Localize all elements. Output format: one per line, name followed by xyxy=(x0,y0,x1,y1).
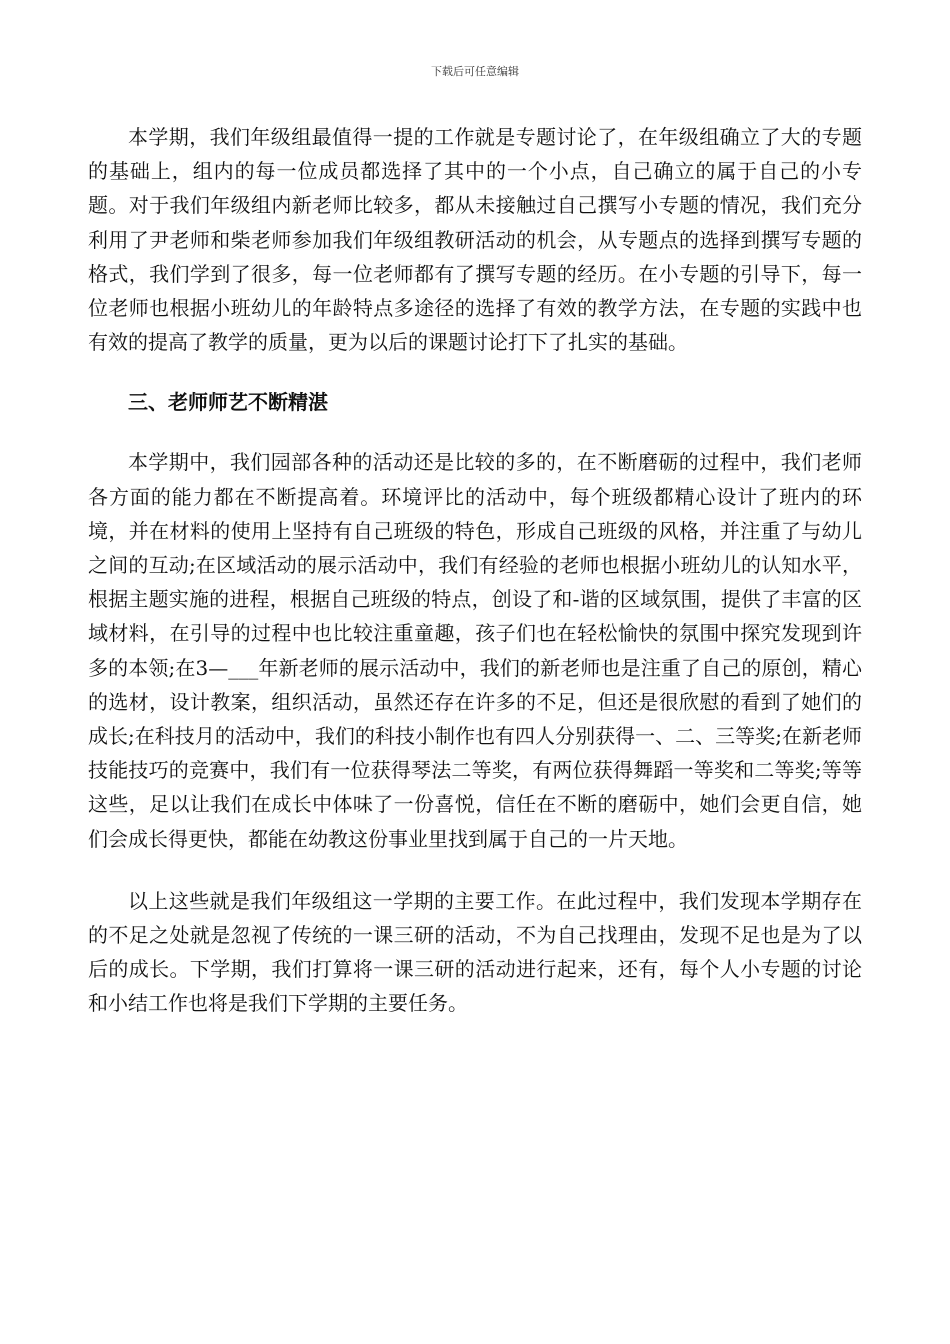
header-text: 下载后可任意编辑 xyxy=(431,65,519,78)
paragraph-special-topics: 本学期，我们年级组最值得一提的工作就是专题讨论了，在年级组确立了大的专题的基础上，组内的每一位成员都选择了其中的一个小点，自己确立的属于自己的小专题。对于我们年级组内新老师比较多，都从未接触过自己撰写小专题的情况，我们充分利用了尹老师和柴老师参加我们年级组教研活动的机会，从专题点的选择到撰写专题的格式，我们学到了很多，每一位老师都有了撰写专题的经历。在小专题的引导下，每一位老师也根据小班幼儿的年龄特点多途径的选择了有效的教学方法，在专题的实践中也有效的提高了教学的质量，更为以后的课题讨论打下了扎实的基础。 xyxy=(88,125,862,355)
paragraph-activities: 本学期中，我们园部各种的活动还是比较的多的，在不断磨砺的过程中，我们老师各方面的能力都在不断提高着。环境评比的活动中，每个班级都精心设计了班内的环境，并在材料的使用上坚持有自己班级的特色，形成自己班级的风格，并注重了与幼儿之间的互动;在区域活动的展示活动中，我们有经验的老师也根据小班幼儿的认知水平，根据主题实施的进程，根据自己班级的特点，创设了和-谐的区域氛围，提供了丰富的区域材料，在引导的过程中也比较注重童趣，孩子们也在轻松愉快的氛围中探究发现到许多的本领;在3—___年新老师的展示活动中，我们的新老师也是注重了自己的原创，精心的选材，设计教案，组织活动，虽然还存在许多的不足，但还是很欣慰的看到了她们的成长;在科技月的活动中，我们的科技小制作也有四人分别获得一、二、三等奖;在新老师技能技巧的竞赛中，我们有一位获得琴法二等奖，有两位获得舞蹈一等奖和二等奖;等等这些，足以让我们在成长中体味了一份喜悦，信任在不断的磨砺中，她们会更自信，她们会成长得更快，都能在幼教这份事业里找到属于自己的一片天地。 xyxy=(88,450,862,851)
document-body xyxy=(88,120,862,1021)
page-header xyxy=(0,64,950,80)
section-heading-teacher-skills: 三、老师师艺不断精湛 xyxy=(128,390,328,415)
paragraph-summary: 以上这些就是我们年级组这一学期的主要工作。在此过程中，我们发现本学期存在的不足之处就是忽视了传统的一课三研的活动，不为自己找理由，发现不足也是为了以后的成长。下学期，我们打算将一课三研的活动进行起来，还有，每个人小专题的讨论和小结工作也将是我们下学期的主要任务。 xyxy=(88,888,862,1016)
